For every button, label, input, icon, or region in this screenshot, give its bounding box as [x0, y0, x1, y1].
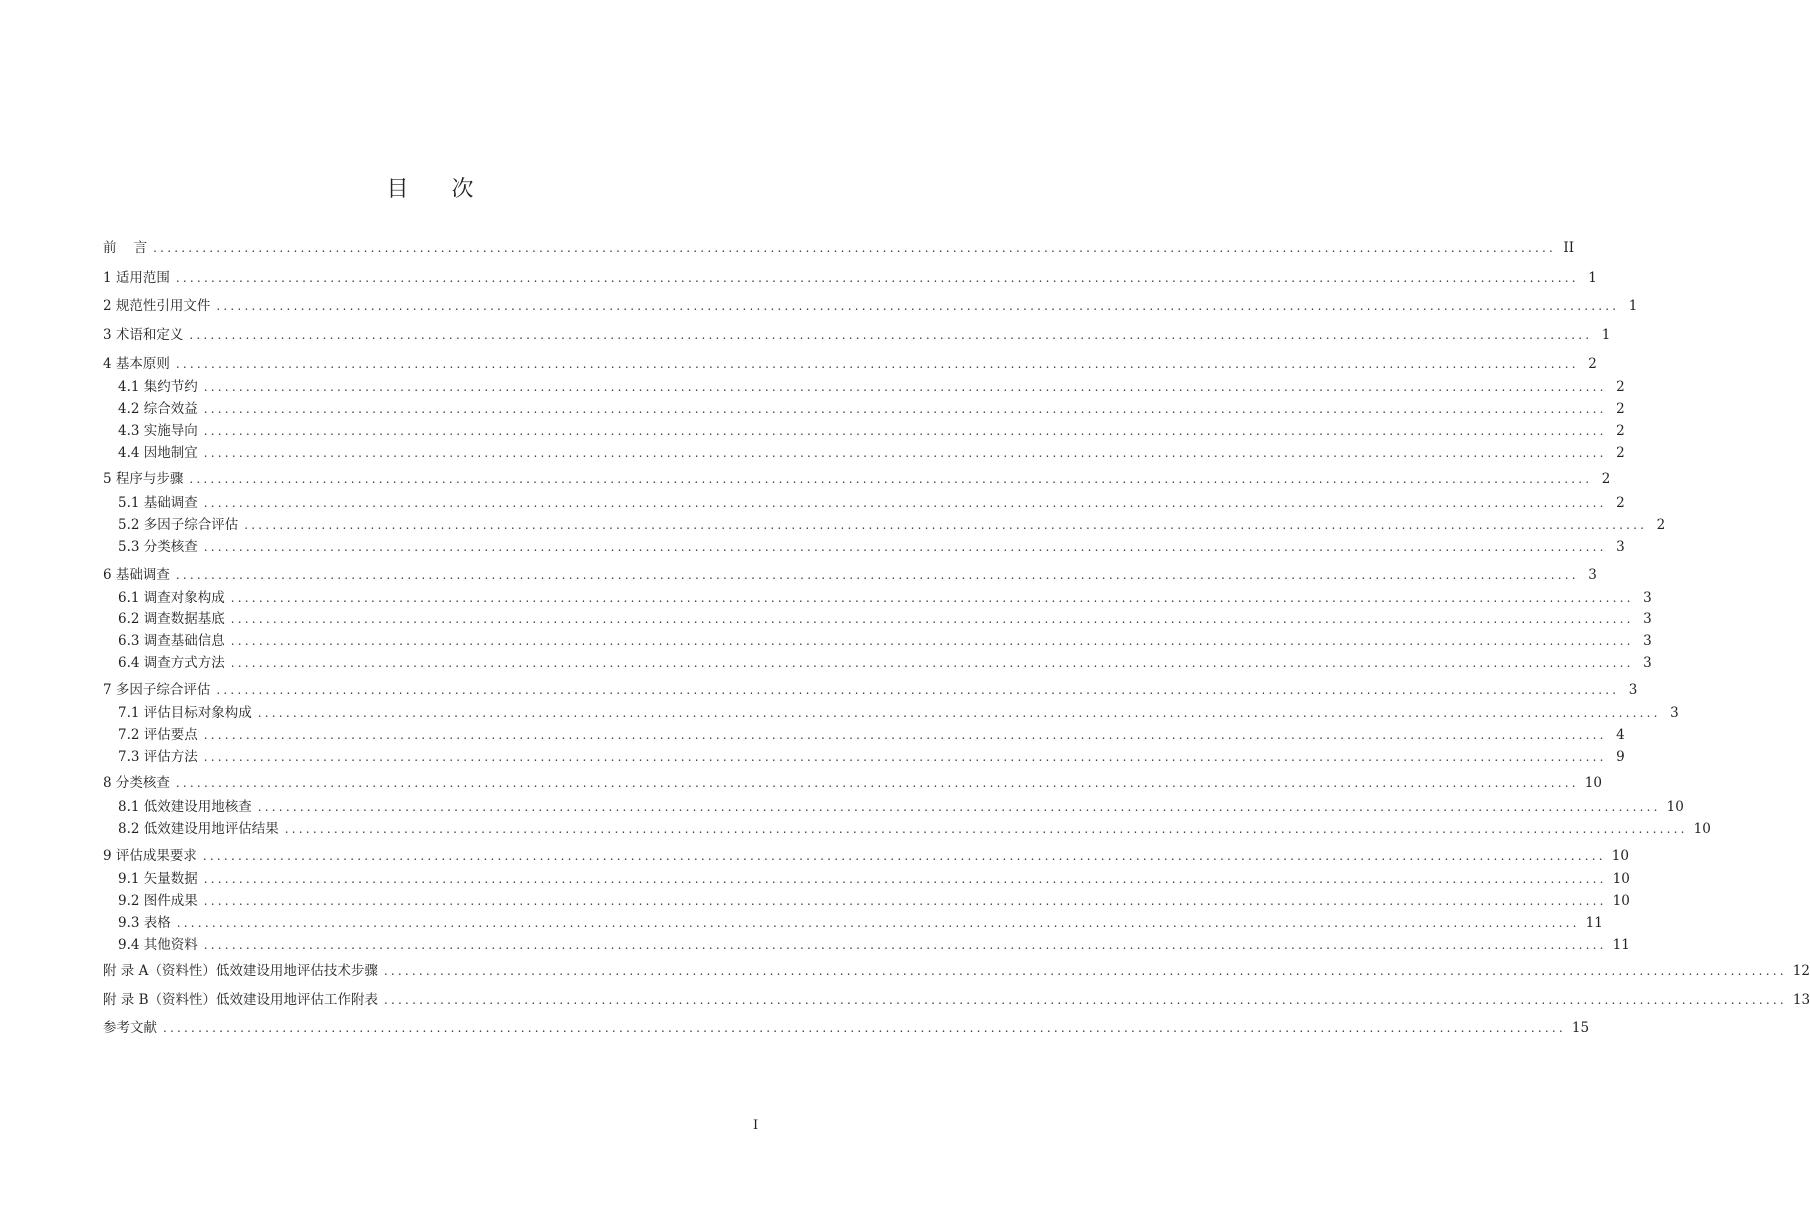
toc-entry-label: 8.2 低效建设用地评估结果: [118, 821, 279, 837]
toc-entry-label: 7.1 评估目标对象构成: [118, 705, 252, 721]
toc-entry[interactable]: [118, 869, 1630, 889]
toc-leader-dots: ........................................................................................................................................................................................................: [203, 894, 1607, 908]
toc-entry[interactable]: [103, 680, 1638, 700]
toc-entry[interactable]: [118, 913, 1603, 933]
toc-leader-dots: ........................................................................................................................................................................................................: [230, 656, 1634, 670]
toc-leader-dots: ........................................................................................................................................................................................................: [203, 872, 1607, 886]
toc-leader-dots: ........................................................................................................................................................................................................: [203, 938, 1607, 952]
toc-entry-label: 9 评估成果要求: [103, 848, 197, 864]
toc-entry-label: 附 录 A（资料性）低效建设用地评估技术步骤: [103, 963, 378, 979]
toc-entry[interactable]: [118, 935, 1630, 955]
toc-leader-dots: ........................................................................................................................................................................................................: [189, 472, 1593, 486]
toc-leader-dots: ........................................................................................................................................................................................................: [216, 299, 1620, 313]
toc-entry-page: 10: [1611, 848, 1629, 864]
toc-entry[interactable]: [118, 588, 1652, 608]
toc-entry-label: 4.4 因地制宜: [118, 445, 198, 461]
toc-entry-label: 6.2 调查数据基底: [118, 611, 225, 627]
toc-leader-dots: ........................................................................................................................................................................................................: [230, 634, 1634, 648]
toc-entry-label: 4.1 集约节约: [118, 379, 198, 395]
toc-entry-page: 10: [1693, 821, 1711, 837]
toc-entry-label: 7.3 评估方法: [118, 749, 198, 765]
toc-entry-page: 3: [1643, 611, 1652, 627]
toc-entry[interactable]: [103, 296, 1638, 316]
toc-entry[interactable]: [103, 238, 1575, 258]
toc-entry[interactable]: [103, 325, 1611, 345]
toc-entry-label: 5.3 分类核查: [118, 539, 198, 555]
toc-entry-page: 3: [1588, 567, 1597, 583]
toc-entry[interactable]: [118, 725, 1625, 745]
toc-leader-dots: ........................................................................................................................................................................................................: [384, 993, 1787, 1007]
toc-entry-page: 2: [1588, 356, 1597, 372]
toc-entry-label: 4.3 实施导向: [118, 423, 198, 439]
toc-entry-label: 6 基础调查: [103, 567, 170, 583]
toc-entry-page: 2: [1601, 471, 1611, 487]
toc-entry[interactable]: [103, 268, 1597, 288]
toc-entry[interactable]: [118, 493, 1625, 513]
toc-entry[interactable]: [103, 565, 1597, 585]
toc-entry-label: 9.3 表格: [118, 915, 171, 931]
toc-entry-page: 1: [1588, 270, 1597, 286]
toc-entry-page: 2: [1656, 517, 1666, 533]
toc-leader-dots: ........................................................................................................................................................................................................: [153, 241, 1557, 255]
toc-entry-label: 7.2 评估要点: [118, 727, 198, 743]
toc-entry-page: 9: [1616, 749, 1625, 765]
toc-leader-dots: ........................................................................................................................................................................................................: [203, 496, 1607, 510]
toc-entry[interactable]: [118, 703, 1679, 723]
toc-entry-page: 13: [1792, 992, 1810, 1008]
toc-leader-dots: ........................................................................................................................................................................................................: [175, 776, 1579, 790]
toc-entry-page: 3: [1628, 682, 1638, 698]
toc-entry-label: 6.3 调查基础信息: [118, 633, 225, 649]
toc-entry-page: 3: [1643, 633, 1652, 649]
toc-leader-dots: ........................................................................................................................................................................................................: [175, 357, 1579, 371]
toc-entry-label: 前 言: [103, 240, 148, 256]
toc-entry-page: 3: [1643, 590, 1652, 606]
toc-entry-page: 3: [1670, 705, 1679, 721]
toc-entry-page: 15: [1571, 1020, 1590, 1036]
toc-leader-dots: ........................................................................................................................................................................................................: [203, 446, 1607, 460]
toc-entry-label: 5.1 基础调查: [118, 495, 198, 511]
toc-entry[interactable]: [103, 990, 1810, 1010]
toc-entry-page: 11: [1612, 937, 1630, 953]
toc-entry-page: 1: [1601, 327, 1611, 343]
toc-entry-label: 9.4 其他资料: [118, 937, 198, 953]
toc-entry-page: 10: [1584, 775, 1602, 791]
toc-leader-dots: ........................................................................................................................................................................................................: [175, 568, 1579, 582]
toc-entry-label: 6.1 调查对象构成: [118, 590, 225, 606]
toc-entry[interactable]: [118, 891, 1630, 911]
toc-entry[interactable]: [118, 631, 1652, 651]
toc-entry-page: 3: [1616, 539, 1625, 555]
toc-leader-dots: ........................................................................................................................................................................................................: [230, 612, 1634, 626]
toc-entry-label: 8.1 低效建设用地核查: [118, 799, 252, 815]
toc-leader-dots: ........................................................................................................................................................................................................: [244, 518, 1648, 532]
toc-leader-dots: ........................................................................................................................................................................................................: [203, 380, 1607, 394]
toc-entry-page: 11: [1585, 915, 1603, 931]
toc-entry[interactable]: [103, 846, 1629, 866]
toc-entry-page: 2: [1616, 495, 1625, 511]
toc-entry-page: 10: [1666, 799, 1684, 815]
toc-entry-label: 4.2 综合效益: [118, 401, 198, 417]
toc-leader-dots: ........................................................................................................................................................................................................: [189, 328, 1593, 342]
toc-entry[interactable]: [103, 773, 1602, 793]
toc-entry[interactable]: [118, 797, 1684, 817]
toc-entry[interactable]: [103, 961, 1810, 981]
toc-entry-label: 3 术语和定义: [103, 327, 184, 343]
toc-leader-dots: ........................................................................................................................................................................................................: [284, 822, 1688, 836]
toc-entry[interactable]: [118, 537, 1625, 557]
toc-entry[interactable]: [118, 609, 1652, 629]
toc-entry-label: 6.4 调查方式方法: [118, 655, 225, 671]
toc-entry-page: 10: [1612, 893, 1630, 909]
toc-entry-label: 5 程序与步骤: [103, 471, 184, 487]
toc-leader-dots: ........................................................................................................................................................................................................: [203, 402, 1607, 416]
toc-entry-page: 2: [1616, 379, 1625, 395]
toc-entry[interactable]: [118, 421, 1625, 441]
toc-entry-page: 2: [1616, 401, 1625, 417]
toc-leader-dots: ........................................................................................................................................................................................................: [257, 706, 1661, 720]
toc-entry-page: 2: [1616, 423, 1625, 439]
toc-entry-label: 7 多因子综合评估: [103, 682, 211, 698]
toc-entry-label: 2 规范性引用文件: [103, 298, 211, 314]
toc-entry[interactable]: [103, 1018, 1590, 1038]
toc-entry-page: II: [1563, 240, 1575, 256]
toc-leader-dots: ........................................................................................................................................................................................................: [202, 849, 1606, 863]
toc-entry-page: 1: [1628, 298, 1638, 314]
toc-leader-dots: ........................................................................................................................................................................................................: [383, 964, 1787, 978]
toc-entry-label: 1 适用范围: [103, 270, 170, 286]
toc-leader-dots: ........................................................................................................................................................................................................: [203, 750, 1607, 764]
toc-leader-dots: ........................................................................................................................................................................................................: [163, 1021, 1566, 1035]
toc-entry-page: 12: [1792, 963, 1810, 979]
toc-entry[interactable]: [118, 819, 1711, 839]
toc-leader-dots: ........................................................................................................................................................................................................: [175, 271, 1579, 285]
toc-entry[interactable]: [118, 443, 1625, 463]
toc-entry-label: 9.2 图件成果: [118, 893, 198, 909]
toc-entry-label: 参考文献: [103, 1020, 157, 1036]
toc-leader-dots: ........................................................................................................................................................................................................: [230, 591, 1634, 605]
toc-leader-dots: ........................................................................................................................................................................................................: [203, 728, 1607, 742]
toc-entry-label: 8 分类核查: [103, 775, 170, 791]
toc-entry[interactable]: [118, 399, 1625, 419]
toc-entry-page: 2: [1616, 445, 1625, 461]
toc-entry-label: 9.1 矢量数据: [118, 871, 198, 887]
toc-entry[interactable]: [118, 653, 1652, 673]
toc-entry-label: 4 基本原则: [103, 356, 170, 372]
toc-leader-dots: ........................................................................................................................................................................................................: [203, 424, 1607, 438]
page-number: I: [753, 1118, 759, 1133]
toc-entry[interactable]: [103, 469, 1611, 489]
toc-entry-label: 附 录 B（资料性）低效建设用地评估工作附表: [103, 992, 379, 1008]
toc-entry[interactable]: [103, 354, 1597, 374]
page-title: 目 次: [386, 177, 492, 202]
toc-entry-page: 4: [1616, 727, 1625, 743]
toc-leader-dots: ........................................................................................................................................................................................................: [176, 916, 1580, 930]
toc-leader-dots: ........................................................................................................................................................................................................: [257, 800, 1661, 814]
toc-entry-label: 5.2 多因子综合评估: [118, 517, 239, 533]
toc-leader-dots: ........................................................................................................................................................................................................: [203, 540, 1607, 554]
toc-entry-page: 3: [1643, 655, 1652, 671]
toc-entry[interactable]: [118, 515, 1666, 535]
toc-entry-page: 10: [1612, 871, 1630, 887]
toc-entry[interactable]: [118, 747, 1625, 767]
toc-entry[interactable]: [118, 377, 1625, 397]
toc-leader-dots: ........................................................................................................................................................................................................: [216, 683, 1620, 697]
